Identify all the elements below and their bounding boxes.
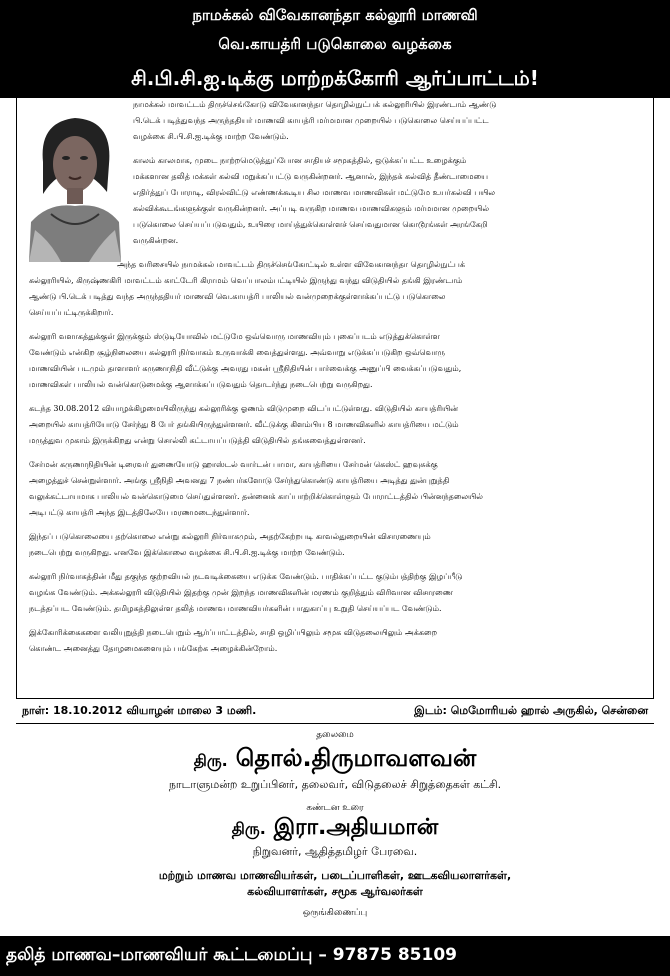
body-line: படுகொலை செய்யப்படுவதும், உயிரை மாய்த்துக்கொள்ளச் செய்வதுமான கொடூரங்கள் அரங்கேறி xyxy=(133,220,488,229)
participants-line-1: மற்றும் மாணவ மாணவியர்கள், படைப்பாளிகள், ஊடகவியலாளர்கள், xyxy=(158,869,512,882)
header-line-2: வெ.காயத்ரி படுகொலை வழக்கை xyxy=(218,35,452,53)
body-line: கொண்ட அனைத்து தோழமைகளையும் பங்கேற்க அழைக்கின்றோம். xyxy=(29,644,278,653)
body-line: வலுக்கட்டாயமாக பாலியல் வன்கொடுமை செய்துள்ளனர். தன்னைக் காப்பாற்றிக்கொள்ளும் போராட்டத்தில் பின்னந்தலையில் xyxy=(29,492,483,501)
body-line: அழைத்துச் சென்றுள்ளார். அங்கு ஸ்ரீநிதி அவனது 7 நண்பர்களோடு சேர்ந்துகொண்டு காயத்ரியை அடித்து துன்புறுத்தி xyxy=(29,476,450,485)
speaker-name-line xyxy=(0,814,670,843)
body-line: நடைபெற்று வருகிறது. எனவே இக்கொலை வழக்கை சி.பி.சி.ஐ.டிக்கு மாற்ற வேண்டும். xyxy=(29,548,345,557)
organizer-banner xyxy=(0,936,670,976)
body-line: இந்தப் படுகொலையை தற்கொலை என்று கல்லூரி நிர்வாகமும், அதற்கேற்றபடி காவல்துறையின் விசாரணையும் xyxy=(29,532,431,541)
body-line: எதிர்த்துப் போராடி, விரல்விட்டு எண்ணக்கூடிய சில மாணவ மாணவிகள் மட்டுமே உயர்கல்வி பயில xyxy=(133,188,496,197)
body-line: மருத்துவ முகாம் இருக்கிறது என்று சொல்லி கட்டாயப்படுத்தி விடுதியில் தங்கவைத்துள்ளனர். xyxy=(29,436,366,445)
speaker-name: இரா.அதியமான் xyxy=(273,815,439,840)
speaker-section xyxy=(0,803,670,860)
leader-prefix: திரு. xyxy=(193,751,228,770)
body-line: வழங்க வேண்டும். அக்கல்லூரி விடுதியில் இதற்கு முன் இறந்த மாணவிகளின் மரணம் குறித்தும் விரிவான விசாரணை xyxy=(29,588,453,597)
body-line: சேர்மன் கருணாநிதியின் டிரைவர் துணையோடு ஹாஸ்டல் வார்டன் பாமா, காயத்ரியை சேர்மன் கெஸ்ட் ஹவுசுக்கு xyxy=(29,460,438,469)
header-banner xyxy=(0,0,670,98)
event-details-row xyxy=(16,698,654,724)
body-line: இக்கோரிக்கைகளை வலியுறுத்தி நடைபெறும் ஆர்ப்பாட்டத்தில், சாதி ஒழிப்பிலும் சமூக விடுதலையிலும் அக்கறை xyxy=(29,628,438,637)
header-line-1: நாமக்கல் விவேகானந்தா கல்லூரி மாணவி xyxy=(192,6,478,24)
event-venue: இடம்: மெமோரியல் ஹால் அருகில், சென்னை xyxy=(414,703,648,717)
body-line: காலம் காலமாக, முடை நாற்றமெடுத்துப்போன சாதியச் சமூகத்தில், ஒடுக்கப்பட்ட உழைக்கும் xyxy=(133,156,467,165)
speaker-prefix: திரு. xyxy=(231,819,266,838)
body-line: பி.டெக் படித்துவந்த அருந்ததியர் மாணவி காயத்ரி மர்மமான முறையில் படுகொலை செய்யப்பட்ட xyxy=(133,116,489,125)
body-line: வருகின்றன. xyxy=(133,236,179,245)
leader-description: நாடாளுமன்ற உறுப்பினர், தலைவர், விடுதலைச் சிறுத்தைகள் கட்சி. xyxy=(168,778,502,791)
leader-name: தொல்.திருமாவளவன் xyxy=(235,744,477,772)
participants-section xyxy=(0,868,670,919)
body-line: மக்களான தலித் மக்கள் கல்வி மறுக்கப்பட்டு வருகின்றனர். ஆனால், இந்தக் கல்வித் தீண்டாமையை xyxy=(133,172,489,181)
body-section xyxy=(16,98,654,698)
body-text xyxy=(17,97,653,657)
body-line: அடிபட்டு காயத்ரி அந்த இடத்திலேயே மரணமடைந்துள்ளார். xyxy=(29,508,250,517)
organizer-label: ஒருங்கிணைப்பு xyxy=(302,908,368,918)
leader-section xyxy=(0,730,670,793)
speaker-label: கண்டன உரை xyxy=(306,803,364,813)
event-date: நாள்: 18.10.2012 வியாழன் மாலை 3 மணி. xyxy=(22,703,257,717)
body-line: கடந்த 30.08.2012 வியாழக்கிழமையிலிருந்து கல்லூரிக்கு ஓணம் விடுமுறை விடப்பட்டுள்ளது. விடுதியில் காயத்ரியின் xyxy=(29,404,459,413)
body-line: நாமக்கல் மாவட்டம் திருச்செங்கோடு விவேகானந்தா தொழில்நுட்பக் கல்லூரியில் இரண்டாம் ஆண்டு xyxy=(133,100,497,109)
body-line: வழக்கை சி.பி.சி.ஐ.டிக்கு மாற்ற வேண்டும். xyxy=(133,132,289,141)
body-line: கல்விக்கூடங்களுக்குள் வருகின்றனர். அப்படி வருகிற மாணவ மாணவிகளும் மர்மமான முறையில் xyxy=(133,204,489,213)
organizer-name-phone: தலித் மாணவ–மாணவியர் கூட்டமைப்பு – 97875 85109 xyxy=(6,945,457,965)
body-line: செய்யப்பட்டிருக்கிறார். xyxy=(29,308,114,317)
body-line: ஆண்டு பி.டெக் படித்து வந்த அருந்ததியர் மாணவி வெ.காயத்ரி பாலியல் வன்முறைக்குள்ளாக்கப்பட்டு படுகொலை xyxy=(29,292,446,301)
body-line: கல்லூரி நிர்வாகத்தின் மீது தகுந்த குற்றவியல் நடவடிக்கையை எடுக்க வேண்டும். பாதிக்கப்பட்ட குடும்பத்திற்கு இழப்பீடு xyxy=(29,572,463,581)
leader-name-line xyxy=(0,743,670,776)
body-line: அந்த வரிசையில் நாமக்கல் மாவட்டம் திருச்செங்கோட்டில் உள்ள விவேகானந்தா தொழில்நுட்பக் xyxy=(117,260,465,269)
header-line-3: சி.பி.சி.ஐ.டிக்கு மாற்றக்கோரி ஆர்ப்பாட்டம்! xyxy=(131,66,539,90)
body-line: அறையில் காயத்ரியோடு சேர்ந்து 8 பேர் தங்கியிருந்துள்ளனர். வீட்டுக்கு கிளம்பிய 8 மாணவிகளில் காயத்ரியை மட்டும் xyxy=(29,420,459,429)
body-line: மாணவிகள் பாலியல் வன்கொடுமைக்கு ஆளாக்கப்படுவதும் தொடர்ந்து நடைபெற்று வருகிறது. xyxy=(29,380,373,389)
speaker-description: நிறுவனர், ஆதித்தமிழர் பேரவை. xyxy=(252,845,418,858)
body-line: கல்லூரியில், கிருஷ்ணகிரி மாவட்டம் காட்டேரி கிராமம் வெப்பாலம்பட்டியில் இருந்து வந்து விடுதியில் தங்கி இரண்டாம் xyxy=(29,276,463,285)
body-line: மாணவியின் படமும் தாளாளர் கருணாநிதி வீட்டுக்கு அவரது மகன் ஸ்ரீநிதியின் பார்வைக்கு அனுப்பி வைக்கப்படுவதும், xyxy=(29,364,462,373)
body-line: நடத்தப்பட வேண்டும். தமிழகத்திலுள்ள தலித் மாணவ மாணவியர்களின் பாதுகாப்பு உறுதி செய்யப்பட வேண்டும். xyxy=(29,604,442,613)
body-line: வேண்டும் என்கிற சூழ்நிலையை கல்லூரி நிர்வாகம் உருவாக்கி வைத்துள்ளது. அவ்வாறு எடுக்கப்படுகிற ஒவ்வொரு xyxy=(29,348,445,357)
participants-line-2: கல்வியாளர்கள், சமூக ஆர்வலர்கள் xyxy=(247,885,423,898)
leader-label: தலைமை xyxy=(316,730,354,740)
body-line: கல்லூரி வளாகத்துக்குள் இருக்கும் ஸ்டுடியோவில் மட்டுமே ஒவ்வொரு மாணவியும் புகைப்படம் எடுத்துக்கொள்ள xyxy=(29,332,440,341)
